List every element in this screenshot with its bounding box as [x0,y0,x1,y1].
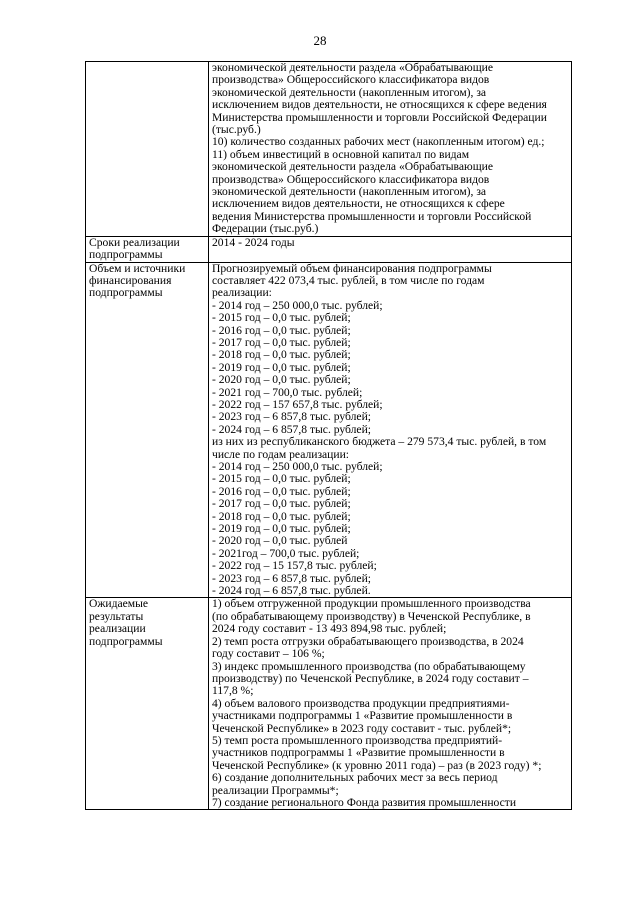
row-content-line: 1) объем отгруженной продукции промышленного производства [212,597,531,611]
row-content-line: - 2020 год – 0,0 тыс. рублей [212,534,348,548]
row-content-line: - 2014 год – 250 000,0 тыс. рублей; [212,460,383,473]
row-content-line: ведения Министерства промышленности и торговли Российской [212,209,532,223]
row-content-line: реализации: [212,286,272,300]
row-label-cell [86,262,209,598]
row-label-line: результаты [89,609,144,623]
row-content-line: производству) по Чеченской Республике, в 2024 году составит – [212,671,529,685]
row-content-line: 7) создание регионального Фонда развития промышленности [212,795,517,809]
row-content-line: - 2016 год – 0,0 тыс. рублей; [212,323,351,337]
row-content-line: экономической деятельности (накопленным итогом), за [212,185,487,199]
row-content-cell [209,598,572,810]
row-content-cell [209,262,572,598]
row-content-line: - 2016 год – 0,0 тыс. рублей; [212,484,351,498]
row-label-cell [86,236,209,262]
row-label-line: финансирования [89,273,172,287]
row-content-line: составляет 422 073,4 тыс. рублей, в том числе по годам [212,273,485,287]
row-content-line: - 2022 год – 15 157,8 тыс. рублей; [212,559,377,573]
row-label-line: Объем и источники [89,261,186,275]
row-label-line: Ожидаемые [89,597,149,611]
row-content-line: производства» Общероссийского классификатора видов [212,172,490,186]
continued-indicators-row [86,62,572,237]
row-content-line: экономической деятельности раздела «Обрабатывающие [212,61,493,74]
row-content-line: участниками подпрограммы 1 «Развитие промышленности в [212,709,513,723]
expected-results-row [86,598,572,810]
row-content-line: 11) объем инвестиций в основной капитал по видам [212,147,470,161]
row-label-line: подпрограммы [89,286,163,300]
row-content-line: - 2014 год – 250 000,0 тыс. рублей; [212,298,383,312]
row-content-line: экономической деятельности раздела «Обрабатывающие [212,160,493,174]
row-content-line: - 2019 год – 0,0 тыс. рублей; [212,522,351,536]
row-content-line: 3) индекс промышленного производства (по обрабатывающему [212,659,526,673]
row-content-line: 10) количество созданных рабочих мест (накопленным итогом) ед.; [212,135,545,149]
row-content-line: - 2023 год – 6 857,8 тыс. рублей; [212,410,372,424]
row-content-line: - 2018 год – 0,0 тыс. рублей; [212,348,351,362]
row-content-line: Чеченской Республике» (к уровню 2011 года) – раз (в 2023 году) *; [212,758,542,772]
row-label-line: подпрограммы [89,634,163,648]
row-content-cell [209,62,572,237]
row-content-line: - 2022 год – 157 657,8 тыс. рублей; [212,397,383,411]
row-content-line: - 2018 год – 0,0 тыс. рублей; [212,509,351,523]
row-content-line: участников подпрограммы 1 «Развитие промышленности в [212,746,505,760]
row-content-line: экономической деятельности (накопленным итогом), за [212,85,487,99]
row-content-line: - 2021год – 700,0 тыс. рублей; [212,546,360,560]
row-content-line: - 2015 год – 0,0 тыс. рублей; [212,472,351,486]
row-label-line: реализации [89,622,146,636]
row-label-line: подпрограммы [89,248,163,262]
row-content-line: производства» Общероссийского классификатора видов [212,73,490,87]
row-content-line: Прогнозируемый объем финансирования подпрограммы [212,261,492,275]
row-content-line: - 2024 год – 6 857,8 тыс. рублей. [212,584,371,598]
row-content-line: исключением видов деятельности, не относящихся к сфере [212,197,505,211]
row-content-line: - 2024 год – 6 857,8 тыс. рублей; [212,422,372,436]
row-content-line: реализации Программы*; [212,783,339,797]
row-content-line: числе по годам реализации: [212,447,350,461]
row-content-line: Федерации (тыс.руб.) [212,222,319,236]
row-label-cell [86,62,209,237]
row-content-line: - 2020 год – 0,0 тыс. рублей; [212,373,351,387]
row-label-line: Сроки реализации [89,235,180,249]
row-content-line: исключением видов деятельности, не относящихся к сфере ведения [212,98,547,112]
row-content-line: 4) объем валового производства продукции предприятиями- [212,696,510,710]
row-content-line: - 2017 год – 0,0 тыс. рублей; [212,335,351,349]
passport-table [85,61,572,810]
row-label-cell [86,598,209,810]
row-content-line: Министерства промышленности и торговли Российской Федерации [212,110,547,124]
row-content-line: 2) темп роста отгрузки обрабатывающего производства, в 2024 [212,634,524,648]
row-content-line: из них из республиканского бюджета – 279 573,4 тыс. рублей, в том [212,435,547,449]
row-content-line: - 2017 год – 0,0 тыс. рублей; [212,497,351,511]
row-content-line: 5) темп роста промышленного производства предприятий- [212,733,503,747]
row-content-line: - 2021 год – 700,0 тыс. рублей; [212,385,363,399]
row-content-line: (по обрабатывающему производству) в Чеченской Республике, в [212,609,531,623]
row-content-line: - 2019 год – 0,0 тыс. рублей; [212,360,351,374]
row-content-line: - 2015 год – 0,0 тыс. рублей; [212,311,351,325]
page-number: 28 [313,33,327,48]
row-content-line: - 2023 год – 6 857,8 тыс. рублей; [212,571,372,585]
implementation-period-row [86,236,572,262]
row-content-line: (тыс.руб.) [212,123,261,137]
row-content-line: 6) создание дополнительных рабочих мест за весь период [212,771,498,785]
row-content-line: 117,8 %; [212,684,254,698]
row-content-line: году составит – 106 %; [212,647,325,661]
financing-row [86,262,572,598]
row-content-cell [209,236,572,262]
row-content-line: Чеченской Республике» в 2023 году составит - тыс. рублей*; [212,721,512,735]
row-content-line: 2024 году составит - 13 493 894,98 тыс. рублей; [212,622,447,636]
row-content-line: 2014 - 2024 годы [212,235,295,249]
